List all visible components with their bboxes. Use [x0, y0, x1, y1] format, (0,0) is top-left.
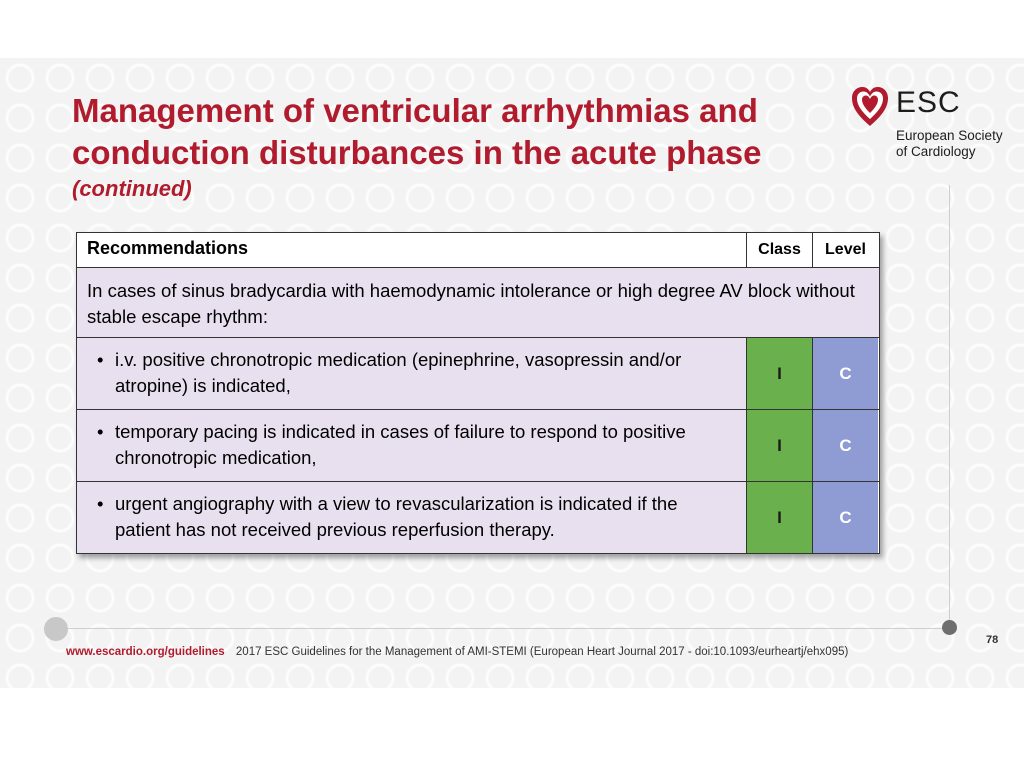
header-recommendations: Recommendations — [77, 233, 747, 267]
class-cell: I — [747, 410, 813, 481]
recommendation-cell — [77, 338, 747, 409]
table-row — [77, 338, 879, 410]
recommendations-table — [76, 232, 880, 554]
slide-subtitle: (continued) — [72, 176, 192, 201]
right-divider — [949, 185, 950, 628]
logo-subtitle: European Society of Cardiology — [896, 128, 1003, 159]
bullet: • — [97, 493, 104, 514]
header-class: Class — [747, 233, 813, 267]
footer-citation: 2017 ESC Guidelines for the Management of AMI-STEMI (European Heart Journal 2017 - doi:10.1093/eurheartj/ehx095) — [235, 646, 849, 658]
recommendation-text: temporary pacing is indicated in cases of failure to respond to positive chronotropic medication, — [115, 421, 686, 468]
bullet: • — [97, 421, 104, 442]
footer — [66, 646, 848, 658]
recommendation-text: i.v. positive chronotropic medication (epinephrine, vasopressin and/or atropine) is indicated, — [115, 349, 682, 396]
class-cell: I — [747, 338, 813, 409]
class-cell: I — [747, 482, 813, 553]
recommendation-text: urgent angiography with a view to revascularization is indicated if the patient has not received previous reperfusion therapy. — [115, 493, 678, 540]
level-cell: C — [813, 482, 878, 553]
esc-logo — [850, 86, 1003, 166]
intro-row: In cases of sinus bradycardia with haemodynamic intolerance or high degree AV block without stable escape rhythm: — [77, 268, 879, 338]
footer-url[interactable]: www.escardio.org/guidelines — [66, 646, 225, 658]
page-number: 78 — [986, 634, 999, 646]
slide-title: Management of ventricular arrhythmias and conduction disturbances in the acute phase — [72, 92, 762, 171]
level-cell: C — [813, 338, 878, 409]
logo-title: ESC — [896, 86, 961, 119]
table-row — [77, 482, 879, 553]
right-dot — [942, 620, 957, 635]
left-dot — [44, 617, 68, 641]
heart-icon — [850, 86, 890, 130]
table-header — [77, 233, 879, 268]
top-band — [0, 0, 1024, 58]
recommendation-cell — [77, 482, 747, 553]
recommendation-cell — [77, 410, 747, 481]
table-row — [77, 410, 879, 482]
footer-divider — [56, 628, 950, 629]
bullet: • — [97, 349, 104, 370]
header-level: Level — [825, 241, 866, 258]
level-cell: C — [813, 410, 878, 481]
